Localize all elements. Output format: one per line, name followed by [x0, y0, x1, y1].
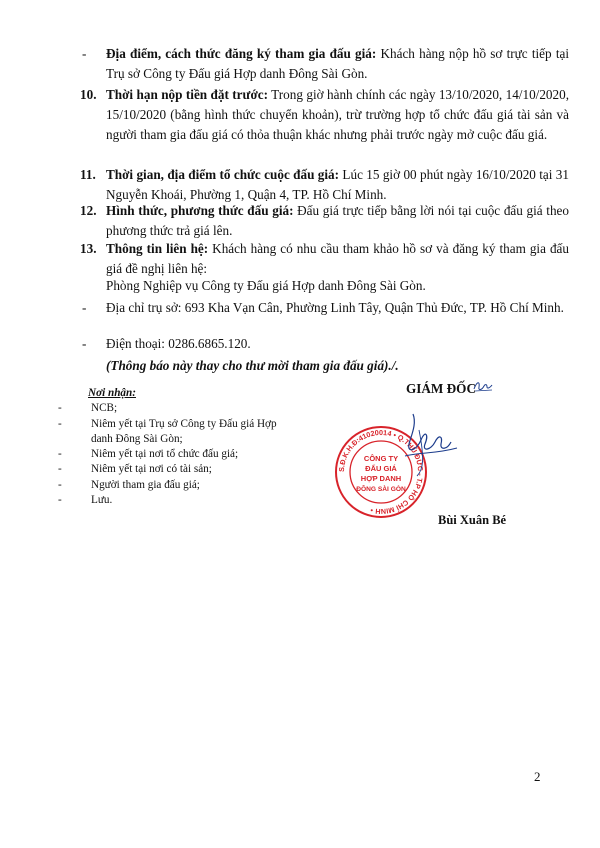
contact-phone: - Điện thoại: 0286.6865.120.	[82, 336, 251, 351]
svg-text:S.Đ.K.H.Đ:41020014 • Q.THỦ ĐỨC: S.Đ.K.H.Đ:41020014 • Q.THỦ ĐỨC - T.P HỒ CHÍ MINH •	[336, 427, 426, 517]
item-marker: 11.	[80, 167, 96, 182]
contact-address: - Địa chỉ trụ sở: 693 Kha Vạn Cân, Phường Linh Tây, Quận Thủ Đức, TP. Hồ Chí Minh.	[82, 300, 564, 315]
recipients-title: Nơi nhận:	[88, 387, 136, 399]
item-registration	[82, 44, 570, 84]
item-label: Thời gian, địa điểm tổ chức cuộc đấu giá:	[106, 167, 340, 182]
signer-title: GIÁM ĐỐC	[406, 381, 476, 396]
closing-note: (Thông báo này thay cho thư mời tham gia đấu giá)./.	[106, 358, 399, 373]
item-13	[80, 239, 569, 279]
item-text: Đấu giá trực tiếp bằng lời nói tại cuộc đấu giá theo phương thức trả giá lên.	[106, 203, 569, 238]
item-label: Thời hạn nộp tiền đặt trước:	[106, 87, 268, 102]
recipient-item: - Niêm yết tại nơi tổ chức đấu giá;	[58, 448, 239, 461]
item-marker: 12.	[80, 203, 97, 218]
signer-name: Bùi Xuân Bé	[438, 513, 507, 527]
item-marker: 10.	[80, 87, 97, 102]
recipients-block	[58, 386, 318, 508]
item-marker: 13.	[80, 241, 97, 256]
recipient-item: - Lưu.	[58, 494, 113, 507]
item-text: Lúc 15 giờ 00 phút ngày 16/10/2020 tại 31 Nguyễn Khoái, Phường 1, Quận 4, TP. Hồ Chí Minh.	[106, 167, 569, 202]
item-label: Hình thức, phương thức đấu giá:	[106, 203, 294, 218]
item-12	[80, 201, 569, 241]
item-label: Thông tin liên hệ:	[106, 241, 209, 256]
svg-text:ĐÔNG SÀI GÒN: ĐÔNG SÀI GÒN	[356, 486, 406, 493]
svg-text:HỢP DANH: HỢP DANH	[360, 474, 402, 483]
svg-text:CÔNG TY: CÔNG TY	[363, 454, 399, 463]
item-10	[80, 85, 569, 145]
svg-text:ĐẤU GIÁ: ĐẤU GIÁ	[365, 464, 397, 473]
recipient-item: - Niêm yết tại Trụ sở Công ty Đấu giá Hợp danh Đông Sài Gòn;	[58, 417, 277, 445]
item-text: Khách hàng có nhu cầu tham khảo hồ sơ và đăng ký tham gia đấu giá đề nghị liên hệ:	[106, 241, 569, 276]
recipient-item: - Niêm yết tại nơi có tài sản;	[58, 463, 212, 476]
recipient-item: - NCB;	[58, 402, 118, 415]
contact-office: Phòng Nghiệp vụ Công ty Đấu giá Hợp danh Đông Sài Gòn.	[106, 278, 426, 293]
page-number: 2	[534, 769, 541, 784]
item-text: Trong giờ hành chính các ngày 13/10/2020, 14/10/2020, 15/10/2020 (bằng hình thức chuyển khoản), trừ trường hợp tổ chức đấu giá tài sản và người tham gia đấu giá có thỏa thuận khác nhưng phải trước ngày mở cuộc đấu giá.	[106, 87, 569, 142]
recipient-item: - Người tham gia đấu giá;	[58, 478, 200, 491]
handwritten-signature	[395, 410, 465, 480]
initial-mark-icon	[472, 378, 494, 394]
item-label: Địa điểm, cách thức đăng ký tham gia đấu giá:	[106, 46, 377, 61]
item-marker: -	[82, 46, 87, 61]
item-11	[80, 165, 569, 205]
item-text: Khách hàng nộp hồ sơ trực tiếp tại Trụ sở Công ty Đấu giá Hợp danh Đông Sài Gòn.	[106, 46, 570, 81]
